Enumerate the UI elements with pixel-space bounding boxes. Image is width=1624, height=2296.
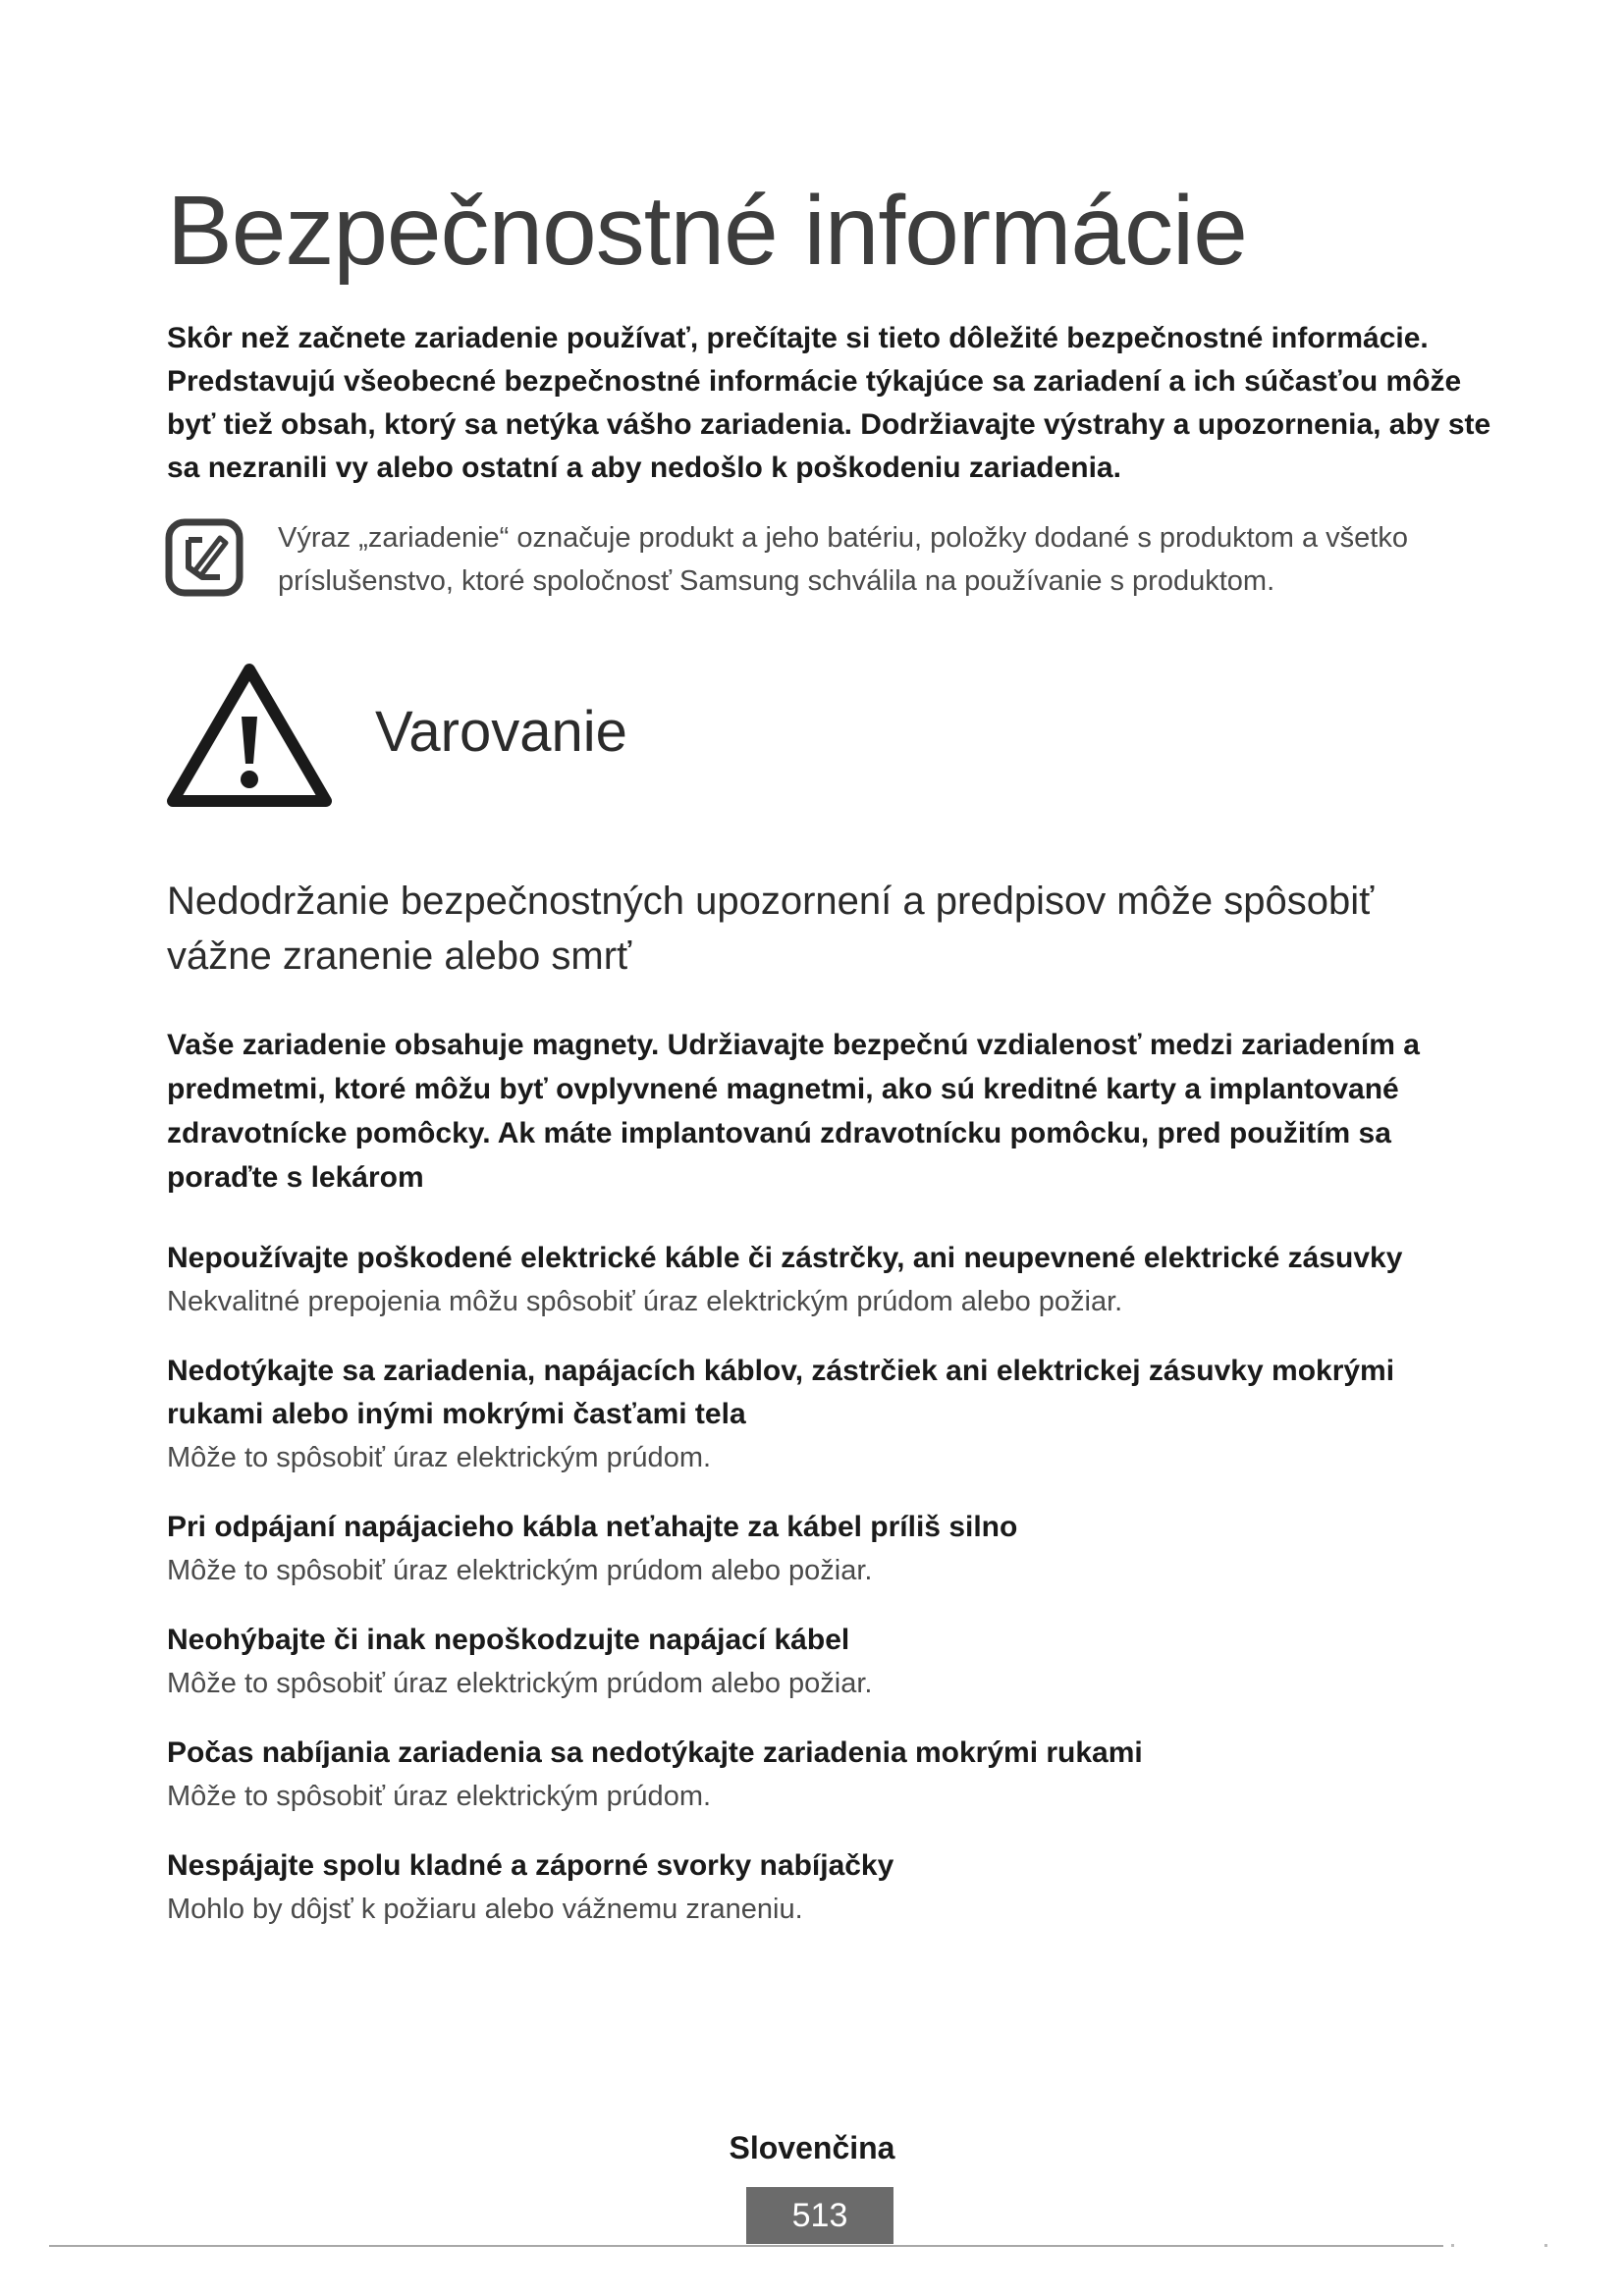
warning-items-list (167, 1237, 1492, 1957)
warning-item-title: Nepoužívajte poškodené elektrické káble či zástrčky, ani neupevnené elektrické zásuvky (167, 1242, 1403, 1274)
warning-item (167, 1732, 1492, 1818)
footer-divider-dot (1451, 2244, 1454, 2247)
warning-item (167, 1844, 1492, 1931)
warning-item (167, 1237, 1492, 1323)
warning-item-title: Pri odpájaní napájacieho kábla neťahajte za kábel príliš silno (167, 1511, 1018, 1543)
page-title: Bezpečnostné informácie (167, 176, 1247, 286)
warning-title: Varovanie (375, 700, 627, 764)
warning-item (167, 1619, 1492, 1705)
warning-item-title: Neohýbajte či inak nepoškodzujte napájací kábel (167, 1624, 850, 1656)
note-text: Výraz „zariadenie“ označuje produkt a jeho batériu, položky dodané s produktom a všetko príslušenstvo, ktoré spoločnosť Samsung schválila na používanie s produktom. (278, 522, 1408, 597)
warning-item-desc: Nekvalitné prepojenia môžu spôsobiť úraz elektrickým prúdom alebo požiar. (167, 1286, 1123, 1317)
magnet-paragraph: Vaše zariadenie obsahuje magnety. Udržiavajte bezpečnú vzdialenosť medzi zariadením a predmetmi, ktoré môžu byť ovplyvnené magnetmi, ako sú kreditné karty a implantované zdravotnícke pomôcky. Ak máte implantovanú zdravotnícku pomôcku, pred použitím sa poraďte s lekárom (167, 1029, 1420, 1194)
warning-item-title: Počas nabíjania zariadenia sa nedotýkajte zariadenia mokrými rukami (167, 1736, 1143, 1769)
footer-divider-dot (1544, 2244, 1547, 2247)
warning-item-desc: Môže to spôsobiť úraz elektrickým prúdom alebo požiar. (167, 1668, 873, 1699)
footer-language: Slovenčina (729, 2130, 895, 2165)
warning-item-desc: Môže to spôsobiť úraz elektrickým prúdom. (167, 1442, 712, 1473)
warning-item-title: Nespájajte spolu kladné a záporné svorky nabíjačky (167, 1849, 894, 1882)
warning-item (167, 1506, 1492, 1592)
warning-item-desc: Môže to spôsobiť úraz elektrickým prúdom. (167, 1781, 712, 1812)
section-heading: Nedodržanie bezpečnostných upozornení a predpisov môže spôsobiť vážne zranenie alebo smrť (167, 880, 1375, 978)
warning-item-desc: Mohlo by dôjsť k požiaru alebo vážnemu zraneniu. (167, 1894, 803, 1925)
warning-item-title: Nedotýkajte sa zariadenia, napájacích káblov, zástrčiek ani elektrickej zásuvky mokrými rukami alebo inými mokrými časťami tela (167, 1355, 1395, 1430)
intro-paragraph: Skôr než začnete zariadenie používať, prečítajte si tieto dôležité bezpečnostné informácie. Predstavujú všeobecné bezpečnostné informácie týkajúce sa zariadení a ich súčasťou môže byť tiež obsah, ktorý sa netýka vášho zariadenia. Dodržiavajte výstrahy a upozornenia, aby ste sa nezranili vy alebo ostatní a aby nedošlo k poškodeniu zariadenia. (167, 322, 1491, 484)
footer-divider (49, 2245, 1443, 2247)
note-pencil-icon (165, 518, 244, 597)
page-number-badge: 513 (746, 2187, 893, 2244)
warning-item (167, 1350, 1492, 1479)
warning-item-desc: Môže to spôsobiť úraz elektrickým prúdom alebo požiar. (167, 1555, 873, 1586)
warning-triangle-icon (165, 660, 334, 809)
